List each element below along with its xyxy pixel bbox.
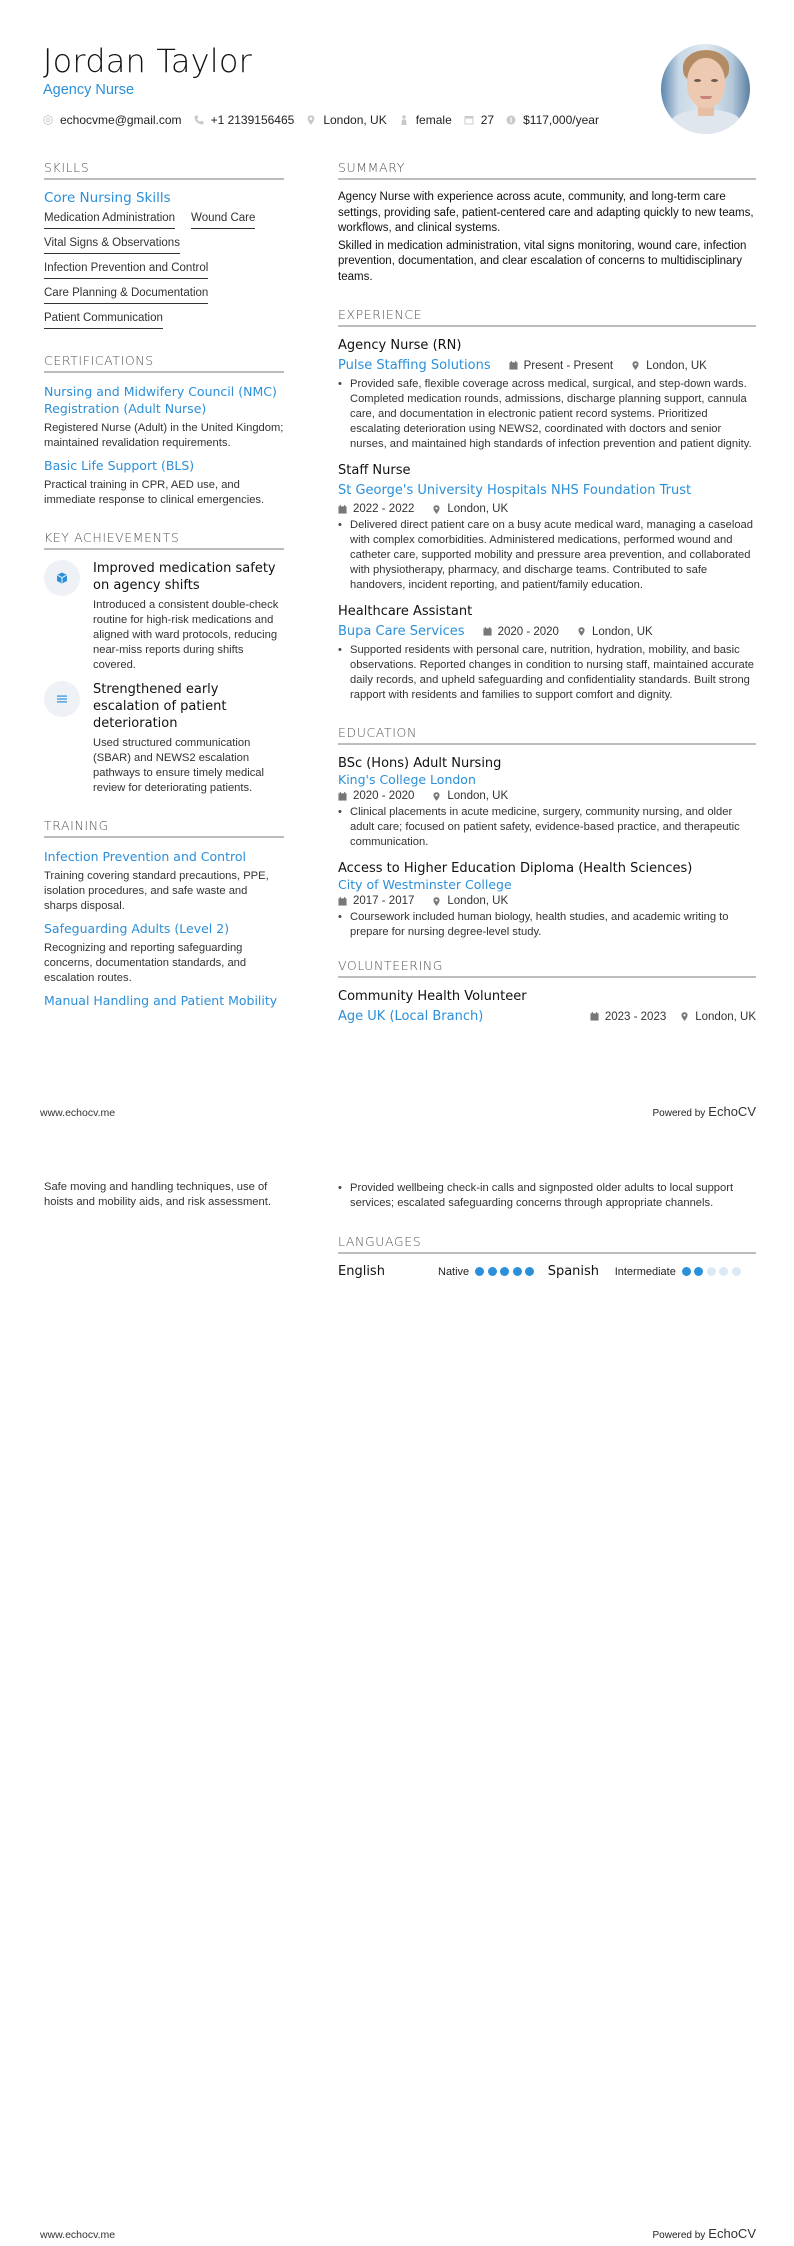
location-pin-icon [432, 505, 441, 514]
language-name: English [338, 1264, 385, 1279]
education-section [338, 725, 756, 940]
achievement-title: Improved medication safety on agency shifts [93, 561, 276, 593]
skills-section [44, 160, 284, 335]
section-heading: SUMMARY [338, 160, 756, 180]
language-level: Native [438, 1265, 470, 1278]
experience-section [338, 307, 756, 703]
skill-tag: Infection Prevention and Control [44, 260, 208, 279]
skill-tag: Vital Signs & Observations [44, 235, 180, 254]
achievement-item [44, 560, 284, 673]
resume-header [43, 42, 643, 127]
section-heading: LANGUAGES [338, 1234, 756, 1254]
training-continuation [44, 1180, 284, 1216]
training-description: Training covering standard precautions, PPE, isolation procedures, and safe waste and sharps disposal. [44, 870, 269, 912]
training-section [44, 818, 284, 1009]
section-heading: SKILLS [44, 160, 284, 180]
language-rating [682, 1267, 745, 1276]
calendar-icon [509, 361, 518, 370]
training-item [44, 848, 284, 914]
training-description: Recognizing and reporting safeguarding concerns, documentation standards, and escalation routes. [44, 942, 247, 984]
location-pin-icon [577, 627, 586, 636]
contact-salary: $117,000/year [506, 113, 599, 127]
education-bullet: • Clinical placements in acute medicine, surgery, community nursing, and older adult care; focused on patient safety, evidence-based practice, and therapeutic communication. [338, 805, 756, 850]
training-item [44, 920, 284, 986]
experience-item [338, 462, 756, 593]
calendar-icon [338, 897, 347, 906]
contact-row [43, 113, 643, 127]
certification-title: Basic Life Support (BLS) [44, 458, 195, 473]
job-role: Healthcare Assistant [338, 604, 473, 619]
skill-tag: Care Planning & Documentation [44, 285, 208, 304]
section-heading: CERTIFICATIONS [44, 353, 284, 373]
location-pin-icon [432, 792, 441, 801]
calendar-icon [338, 792, 347, 801]
job-role: Agency Nurse (RN) [338, 338, 462, 353]
section-heading: KEY ACHIEVEMENTS [44, 530, 284, 550]
education-item [338, 755, 756, 850]
volunteer-bullet: • Provided wellbeing check-in calls and signposted older adults to local support services; escalated safeguarding concerns through appropriate channels. [338, 1181, 756, 1211]
profile-photo [661, 44, 750, 134]
job-dates: 2022 - 2022 [338, 503, 414, 515]
section-heading: TRAINING [44, 818, 284, 838]
achievements-section [44, 530, 284, 796]
job-bullet: • Delivered direct patient care on a busy acute medical ward, managing a caseload with complex comorbidities. Administered medications, performed wound and catheter care, supported mobility and pressure area prevention, and collaborated with physiotherapy, pharmacy, and discharge teams. Contributed to safe handovers, incident reporting, and patient/family education. [338, 518, 756, 593]
job-company: Bupa Care Services [338, 624, 465, 639]
cube-icon [44, 560, 80, 596]
powered-by-label: Powered by [652, 2230, 706, 2241]
summary-section [338, 160, 756, 285]
volunteer-dates: 2023 - 2023 [590, 1011, 666, 1023]
location-pin-icon [432, 897, 441, 906]
achievement-description: Introduced a consistent double-check routine for high-risk medications and aligned with ward protocols, reducing near-miss reports during shifts covered. [93, 599, 279, 671]
education-dates: 2017 - 2017 [338, 895, 414, 907]
contact-location: London, UK [306, 113, 386, 127]
job-role: Staff Nurse [338, 463, 411, 478]
location-pin-icon [680, 1012, 689, 1021]
achievement-item [44, 681, 284, 796]
candidate-name: Jordan Taylor [43, 42, 253, 80]
training-title: Safeguarding Adults (Level 2) [44, 921, 230, 936]
job-bullet: • Supported residents with personal care, nutrition, hydration, mobility, and basic observations. Reported changes in condition to nursing staff, maintained accurate daily records, and upheld safeguarding and confidentiality standards. Built strong rapport with residents and families to support comfort and dignity. [338, 643, 756, 703]
right-column [338, 160, 756, 1043]
footer-url[interactable]: www.echocv.me [40, 2229, 116, 2241]
school-name: King's College London [338, 772, 476, 787]
job-dates: 2020 - 2020 [483, 626, 559, 638]
certification-title: Nursing and Midwifery Council (NMC) Registration (Adult Nurse) [44, 384, 277, 416]
certifications-section [44, 353, 284, 508]
job-location: London, UK [631, 360, 707, 372]
achievement-description: Used structured communication (SBAR) and NEWS2 escalation pathways to ensure timely medical review for deteriorating patients. [93, 737, 264, 794]
calendar-icon [483, 627, 492, 636]
skill-group-title: Core Nursing Skills [44, 190, 171, 206]
education-item [338, 860, 756, 940]
left-column [44, 160, 284, 1027]
certification-item [44, 383, 284, 451]
certification-description: Practical training in CPR, AED use, and immediate response to clinical emergencies. [44, 479, 265, 506]
volunteer-org: Age UK (Local Branch) [338, 1009, 484, 1024]
training-title: Manual Handling and Patient Mobility [44, 993, 278, 1008]
footer-url[interactable]: www.echocv.me [40, 1107, 116, 1119]
page-footer [40, 1104, 756, 1119]
job-location: London, UK [432, 503, 508, 515]
summary-paragraph: Agency Nurse with experience across acute, community, and long-term care settings, providing safe, patient-centered care and adapting quickly to new teams, workflows, and clinical systems. [338, 191, 754, 234]
school-name: City of Westminster College [338, 877, 512, 892]
at-icon [43, 115, 53, 125]
degree-title: Access to Higher Education Diploma (Health Sciences) [338, 861, 693, 876]
job-location: London, UK [577, 626, 653, 638]
job-company: Pulse Staffing Solutions [338, 358, 491, 373]
brand-logo[interactable]: EchoCV [708, 1104, 756, 1119]
volunteer-location: London, UK [680, 1011, 756, 1023]
powered-by-label: Powered by [652, 1108, 706, 1119]
achievement-title: Strengthened early escalation of patient deterioration [93, 682, 227, 731]
contact-phone[interactable]: +1 2139156465 [194, 113, 295, 127]
calendar-icon [338, 505, 347, 514]
experience-item [338, 337, 756, 452]
training-title: Infection Prevention and Control [44, 849, 246, 864]
location-pin-icon [306, 115, 316, 125]
section-heading: EXPERIENCE [338, 307, 756, 327]
languages-section [338, 1234, 756, 1279]
calendar-icon [464, 115, 474, 125]
volunteering-item [338, 988, 756, 1025]
volunteering-continuation [338, 1178, 756, 1211]
calendar-icon [590, 1012, 599, 1021]
volunteering-section [338, 958, 756, 1025]
certification-description: Registered Nurse (Adult) in the United Kingdom; maintained revalidation requirements. [44, 422, 284, 449]
location-pin-icon [631, 361, 640, 370]
language-name: Spanish [547, 1264, 600, 1279]
volunteer-role: Community Health Volunteer [338, 989, 527, 1004]
job-bullet: • Provided safe, flexible coverage across medical, surgical, and step-down wards. Completed medication rounds, admissions, discharge planning support, cannula care, and documentation in electronic patient record systems. Prioritized escalating deterioration using NEWS2, coordinated with doctors and senior nurses, and maintained high standards of infection prevention and patient dignity. [338, 377, 756, 452]
contact-gender: female [399, 113, 452, 127]
education-dates: 2020 - 2020 [338, 790, 414, 802]
language-rating [475, 1267, 538, 1276]
training-description: Safe moving and handling techniques, use of hoists and mobility aids, and risk assessment. [44, 1181, 271, 1208]
language-level: Intermediate [614, 1265, 676, 1278]
menu-lines-icon [44, 681, 80, 717]
person-icon [399, 115, 409, 125]
skill-list [44, 210, 284, 335]
education-bullet: • Coursework included human biology, health studies, and academic writing to prepare for nursing degree-level study. [338, 910, 756, 940]
summary-paragraph: Skilled in medication administration, vital signs monitoring, wound care, infection prevention, documentation, and clear escalation of concerns to multidisciplinary teams. [338, 239, 747, 283]
section-heading: VOLUNTEERING [338, 958, 756, 978]
certification-item [44, 457, 284, 508]
skill-tag: Patient Communication [44, 310, 163, 329]
brand-logo[interactable]: EchoCV [708, 2226, 756, 2241]
training-item [44, 992, 284, 1009]
job-company: St George's University Hospitals NHS Foundation Trust [338, 483, 692, 498]
contact-age: 27 [464, 113, 494, 127]
page-footer [40, 2226, 756, 2241]
skill-tag: Medication Administration [44, 210, 175, 229]
job-dates: Present - Present [509, 360, 613, 372]
phone-icon [194, 115, 204, 125]
candidate-title: Agency Nurse [43, 82, 135, 98]
skill-tag: Wound Care [191, 210, 255, 229]
degree-title: BSc (Hons) Adult Nursing [338, 756, 502, 771]
contact-email[interactable]: echocvme@gmail.com [43, 113, 182, 127]
money-icon [506, 115, 516, 125]
education-location: London, UK [432, 790, 508, 802]
education-location: London, UK [432, 895, 508, 907]
language-list [338, 1264, 756, 1279]
section-heading: EDUCATION [338, 725, 756, 745]
experience-item [338, 603, 756, 703]
